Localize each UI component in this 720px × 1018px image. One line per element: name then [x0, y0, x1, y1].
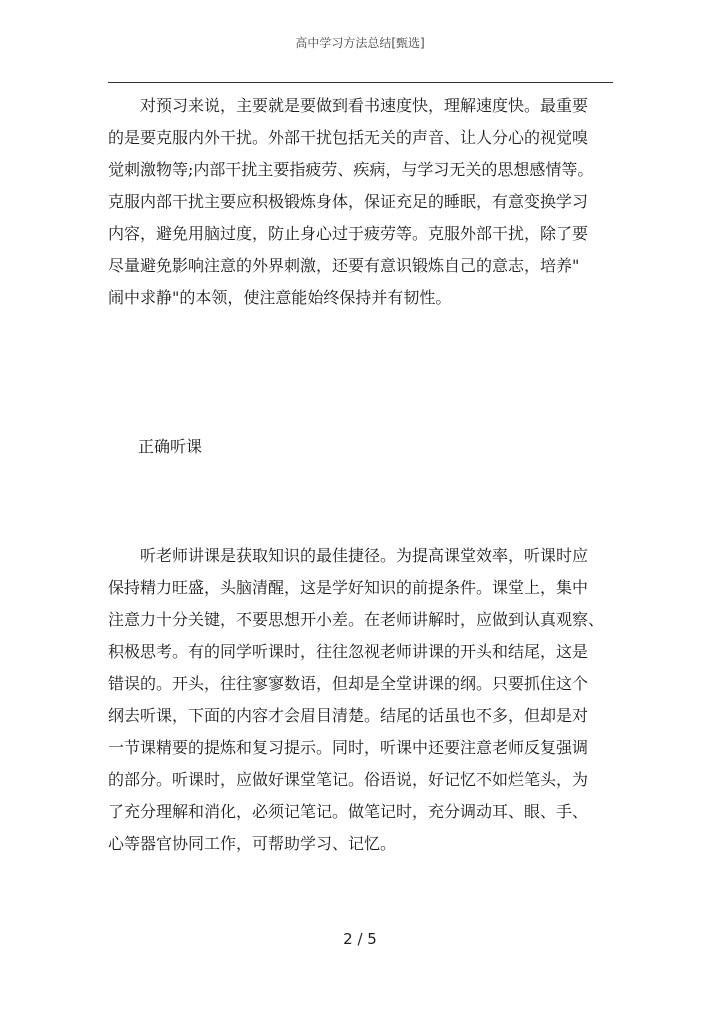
paragraph-line: 对预习来说，主要就是要做到看书速度快，理解速度快。最重要 — [108, 96, 589, 115]
paragraph-listening — [108, 540, 628, 860]
paragraph-preview — [108, 90, 628, 314]
page-header-title: 高中学习方法总结[甄选] — [295, 36, 425, 50]
paragraph-line: 尽量避免影响注意的外界刺激，还要有意识锻炼自己的意志，培养" — [108, 256, 580, 275]
paragraph-line: 保持精力旺盛，头脑清醒，这是学好知识的前提条件。课堂上，集中 — [108, 578, 589, 597]
paragraph-line: 内容，避免用脑过度，防止身心过于疲劳等。克服外部干扰，除了要 — [108, 224, 589, 243]
page-number: 2 / 5 — [343, 930, 377, 948]
section-heading: 正确听课 — [138, 437, 203, 456]
paragraph-line: 的部分。听课时，应做好课堂笔记。俗语说，好记忆不如烂笔头，为 — [108, 770, 589, 789]
paragraph-line: 了充分理解和消化，必须记笔记。做笔记时，充分调动耳、眼、手、 — [108, 802, 589, 821]
paragraph-line: 觉刺激物等;内部干扰主要指疲劳、疾病，与学习无关的思想感情等。 — [108, 160, 594, 179]
paragraph-line: 听老师讲课是获取知识的最佳捷径。为提高课堂效率，听课时应 — [108, 546, 589, 565]
paragraph-line: 积极思考。有的同学听课时，往往忽视老师讲课的开头和结尾，这是 — [108, 642, 589, 661]
paragraph-line: 注意力十分关键，不要思想开小差。在老师讲解时，应做到认真观察、 — [108, 610, 605, 629]
paragraph-line: 心等器官协同工作，可帮助学习、记忆。 — [108, 834, 397, 853]
header-divider — [108, 82, 613, 83]
paragraph-line: 克服内部干扰主要应积极锻炼身体，保证充足的睡眠，有意变换学习 — [108, 192, 589, 211]
paragraph-line: 纲去听课，下面的内容才会眉目清楚。结尾的话虽也不多，但却是对 — [108, 706, 589, 725]
paragraph-line: 一节课精要的提炼和复习提示。同时，听课中还要注意老师反复强调 — [108, 738, 589, 757]
paragraph-line: 的是要克服内外干扰。外部干扰包括无关的声音、让人分心的视觉嗅 — [108, 128, 589, 147]
paragraph-line: 错误的。开头，往往寥寥数语，但却是全堂讲课的纲。只要抓住这个 — [108, 674, 589, 693]
paragraph-line: 闹中求静"的本领，使注意能始终保持并有韧性。 — [108, 288, 452, 307]
